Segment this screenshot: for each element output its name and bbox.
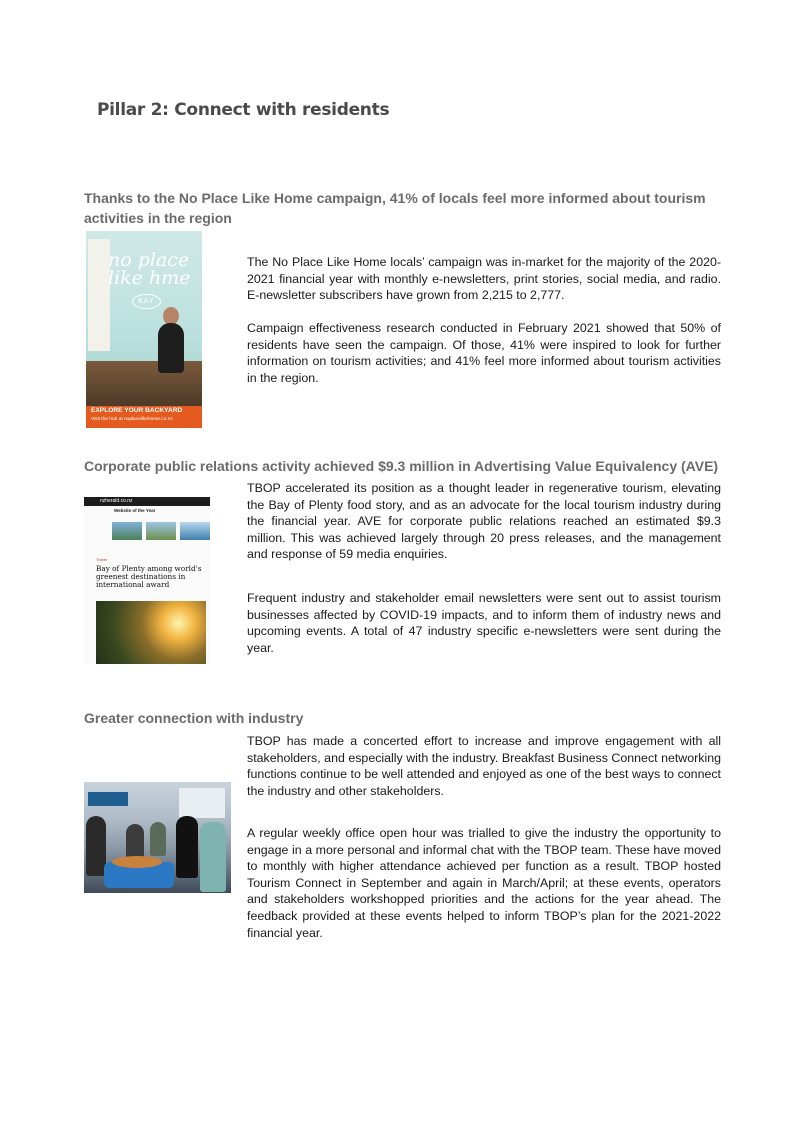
paragraph: The No Place Like Home locals’ campaign was in-market for the majority of the 2020-2021 financial year with monthly e-newsletters, print stories, social media, and radio. E-newsletter subscribers have grown from 2,215 to 2,777. [247, 255, 721, 303]
heading-line: Thanks to the No Place Like Home campaign, 41% of locals feel more informed about tourism [84, 190, 706, 206]
menu-board [88, 239, 110, 351]
heading-line: activities in the region [84, 210, 232, 226]
paragraph: Campaign effectiveness research conducted in February 2021 showed that 50% of residents have seen the campaign. Of those, 41% were inspired to look for further information on tourism activities; and 41% feel more informed about tourism activities in the region. [247, 321, 721, 385]
promo-title: EXPLORE YOUR BACKYARD [91, 407, 183, 414]
thumbnail [112, 522, 142, 540]
campaign-poster-image [86, 231, 202, 428]
section-heading-campaign [84, 188, 724, 228]
person-figure [158, 323, 184, 373]
article-tag: Travel [96, 557, 107, 562]
section-heading-pr: Corporate public relations activity achieved $9.3 million in Advertising Value Equivalency (AVE) [84, 458, 719, 474]
banner [88, 792, 128, 806]
site-strap: Website of the Year [114, 508, 156, 513]
person-figure [176, 816, 198, 878]
food-platter [112, 856, 162, 868]
paragraph: TBOP has made a concerted effort to increase and improve engagement with all stakeholders, and especially with the industry. Breakfast Business Connect networking functions continue to be well attended and enjoyed as one of the best ways to connect the industry and other stakeholders. [247, 734, 721, 798]
thumbnail [146, 522, 176, 540]
networking-event-photo [84, 782, 231, 893]
paragraph: A regular weekly office open hour was trialled to give the industry the opportunity to engage in a more personal and informal chat with the TBOP team. These have moved to monthly with higher attendance achieved per function as a result. TBOP hosted Tourism Connect in September and again in March/April; at these events, operators and stakeholders workshopped priorities and the actions for the year ahead. The feedback provided at these events helped to inform TBOP’s plan for the 2021-2022 financial year. [247, 826, 721, 940]
thumbnail [180, 522, 210, 540]
person-figure [200, 822, 226, 892]
article-photo [96, 601, 206, 664]
news-article-image [84, 497, 210, 664]
window [179, 788, 225, 818]
article-headline: Bay of Plenty among world's greenest destinations in international award [96, 564, 202, 590]
section-heading-industry: Greater connection with industry [84, 710, 304, 726]
person-figure [150, 822, 166, 856]
paragraph: TBOP accelerated its position as a thought leader in regenerative tourism, elevating the Bay of Plenty food story, and as an advocate for the local tourism industry during the financial year. AVE for corporate public relations reached an estimated $9.3 million. This was achieved largely through 20 press releases, and the management and response of 59 media enquiries. [247, 481, 721, 562]
cafe-counter [86, 361, 202, 406]
brand-logo-text: no place like hme [108, 249, 191, 289]
site-logo: nzherald.co.nz [100, 498, 133, 504]
bay-badge: BAY [132, 294, 161, 309]
paragraph: Frequent industry and stakeholder email newsletters were sent out to assist tourism businesses affected by COVID-19 impacts, and to inform them of industry news and upcoming events. A total of 47 industry specific e-newsletters were sent during the year. [247, 591, 721, 655]
promo-subtitle: Visit the hub at noplacelikehome.co.nz [91, 417, 173, 422]
page-title: Pillar 2: Connect with residents [97, 100, 390, 120]
person-figure [86, 816, 106, 876]
